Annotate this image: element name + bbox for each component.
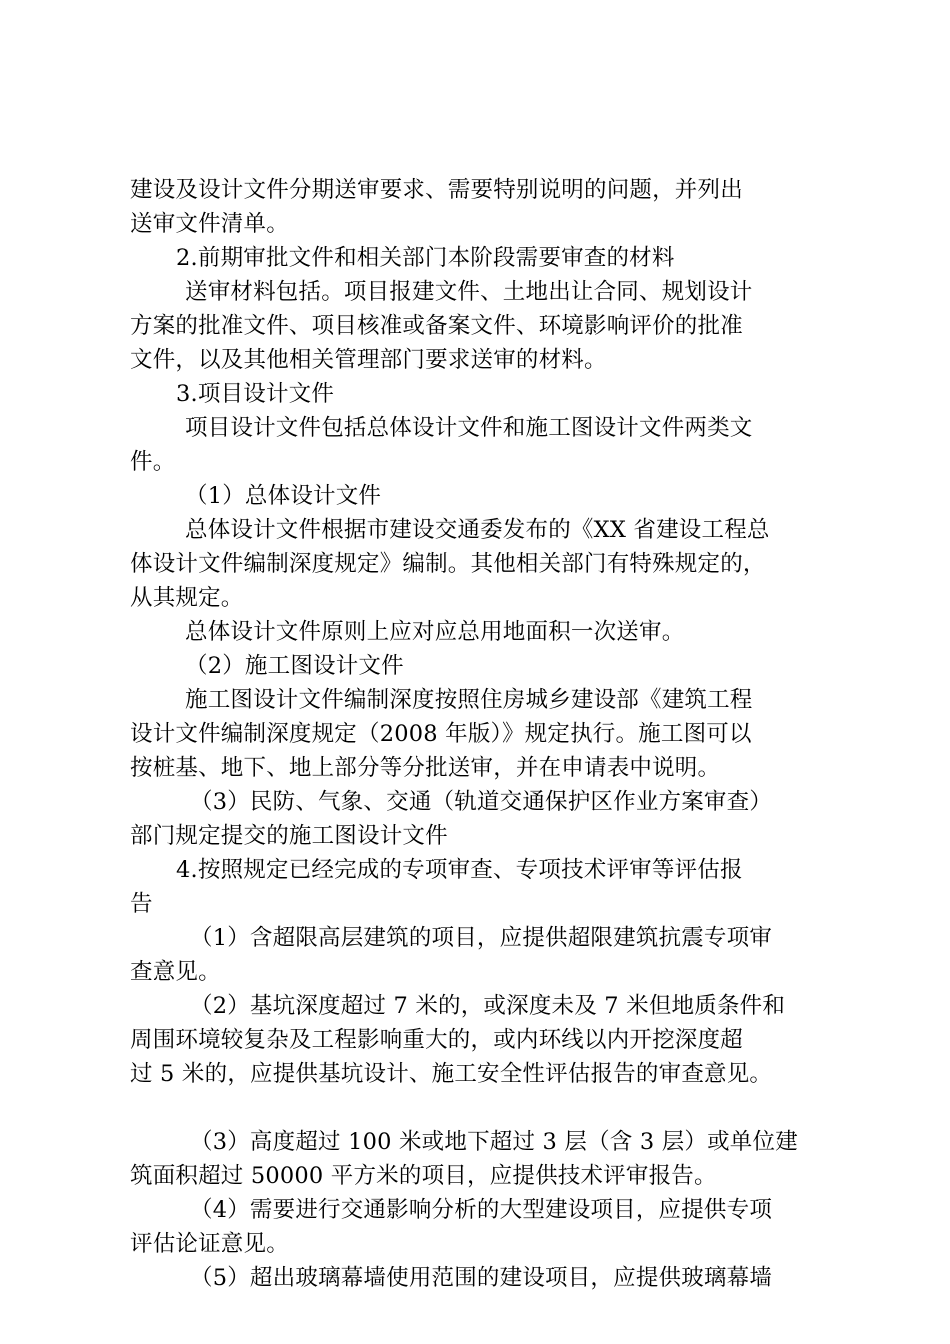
text-line: 方案的批准文件、项目核准或备案文件、环境影响评价的批准 (130, 313, 743, 339)
text-line: 文件，以及其他相关管理部门要求送审的材料。 (130, 347, 607, 373)
section-heading: 2.前期审批文件和相关部门本阶段需要审查的材料 (176, 245, 675, 271)
list-item: （2）基坑深度超过 7 米的，或深度未及 7 米但地质条件和 (190, 993, 786, 1019)
subsection-heading: （2）施工图设计文件 (185, 653, 404, 679)
list-item: （3）高度超过 100 米或地下超过 3 层（含 3 层）或单位建 (190, 1129, 798, 1155)
text-line: 送审文件清单。 (130, 211, 289, 237)
text-line: 告 (130, 891, 153, 917)
text-line: 部门规定提交的施工图设计文件 (130, 823, 448, 849)
text-line: 评估论证意见。 (130, 1231, 289, 1257)
text-line: 按桩基、地下、地上部分等分批送审，并在申请表中说明。 (130, 755, 721, 781)
text-line: 件。 (130, 449, 176, 475)
text-line: 设计文件编制深度规定（2008 年版）》规定执行。施工图可以 (130, 721, 752, 747)
list-item: （4）需要进行交通影响分析的大型建设项目，应提供专项 (190, 1197, 773, 1223)
list-item: （5）超出玻璃幕墙使用范围的建设项目，应提供玻璃幕墙 (190, 1265, 773, 1291)
text-line: 查意见。 (130, 959, 221, 985)
text-line: 总体设计文件根据市建设交通委发布的《XX 省建设工程总 (185, 517, 770, 543)
text-line: 项目设计文件包括总体设计文件和施工图设计文件两类文 (185, 415, 753, 441)
text-line: 建设及设计文件分期送审要求、需要特别说明的问题，并列出 (130, 177, 743, 203)
subsection-heading: （1）总体设计文件 (185, 483, 382, 509)
text-line: 从其规定。 (130, 585, 244, 611)
text-line: 周围环境较复杂及工程影响重大的，或内环线以内开挖深度超 (130, 1027, 743, 1053)
list-item: （1）含超限高层建筑的项目，应提供超限建筑抗震专项审 (190, 925, 773, 951)
text-line: 送审材料包括。项目报建文件、土地出让合同、规划设计 (185, 279, 753, 305)
section-heading: 4.按照规定已经完成的专项审查、专项技术评审等评估报 (176, 857, 743, 883)
text-line: 总体设计文件原则上应对应总用地面积一次送审。 (185, 619, 685, 645)
text-line: 过 5 米的，应提供基坑设计、施工安全性评估报告的审查意见。 (130, 1061, 773, 1087)
text-line: 施工图设计文件编制深度按照住房城乡建设部《建筑工程 (185, 687, 753, 713)
text-line: 筑面积超过 50000 平方米的项目，应提供技术评审报告。 (130, 1163, 717, 1189)
subsection-heading: （3）民防、气象、交通（轨道交通保护区作业方案审查） (190, 789, 773, 815)
section-heading: 3.项目设计文件 (176, 381, 335, 407)
text-line: 体设计文件编制深度规定》编制。其他相关部门有特殊规定的， (130, 551, 766, 577)
